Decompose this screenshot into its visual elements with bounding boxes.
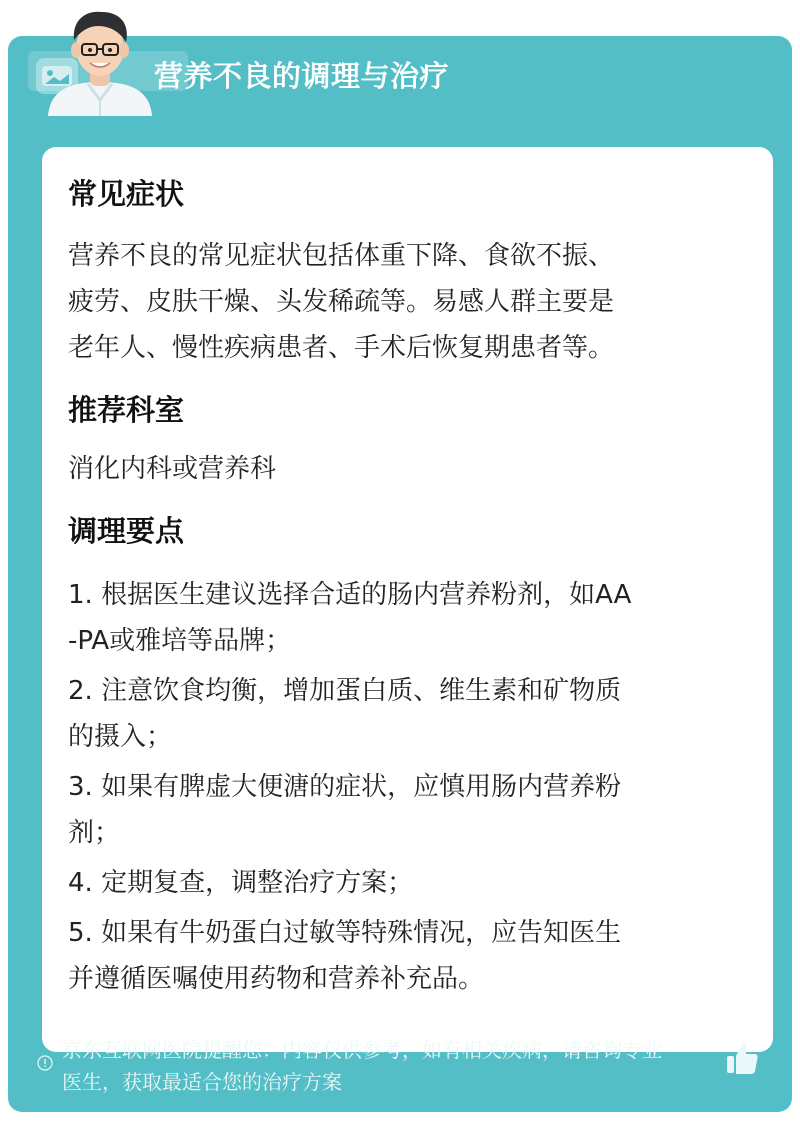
section-title-care-points: 调理要点 [68,514,185,548]
symptoms-text-line: 老年人、慢性疾病患者、手术后恢复期患者等。 [68,333,615,363]
list-item [68,860,748,906]
section-title-symptoms: 常见症状 [68,177,185,211]
list-item-line: 1. 根据医生建议选择合适的肠内营养粉剂，如AA [68,580,632,610]
disclaimer-line: 医生，获取最适合您的治疗方案 [62,1070,342,1094]
thumbs-up-icon[interactable] [724,1041,760,1077]
list-item [68,668,748,760]
content-card [42,147,773,1052]
page-title: 营养不良的调理与治疗 [154,59,450,93]
article-container [8,36,792,1112]
list-item [68,764,748,856]
list-item-line: 的摄入； [68,722,173,752]
symptoms-text-line: 疲劳、皮肤干燥、头发稀疏等。易感人群主要是 [68,287,615,317]
symptoms-text-line: 营养不良的常见症状包括体重下降、食欲不振、 [68,241,615,271]
doctor-avatar [40,4,160,116]
section-title-department: 推荐科室 [68,393,185,427]
info-icon [37,1055,53,1071]
disclaimer-line: 京东互联网医院提醒您：内容仅供参考，如有相关疾病，请咨询专业 [62,1038,662,1062]
list-item-line: 2. 注意饮食均衡，增加蛋白质、维生素和矿物质 [68,676,622,706]
department-text: 消化内科或营养科 [68,454,277,484]
list-item-line: 并遵循医嘱使用药物和营养补充品。 [68,964,485,994]
list-item [68,572,748,664]
disclaimer [36,1034,762,1098]
list-item-line: 3. 如果有脾虚大便溏的症状，应慎用肠内营养粉 [68,772,622,802]
list-item [68,910,748,1002]
list-item-line: 5. 如果有牛奶蛋白过敏等特殊情况，应告知医生 [68,918,622,948]
list-item-line: 4. 定期复查，调整治疗方案； [68,868,414,898]
list-item-line: 剂； [68,818,121,848]
list-item-line: -PA或雅培等品牌； [68,626,292,656]
